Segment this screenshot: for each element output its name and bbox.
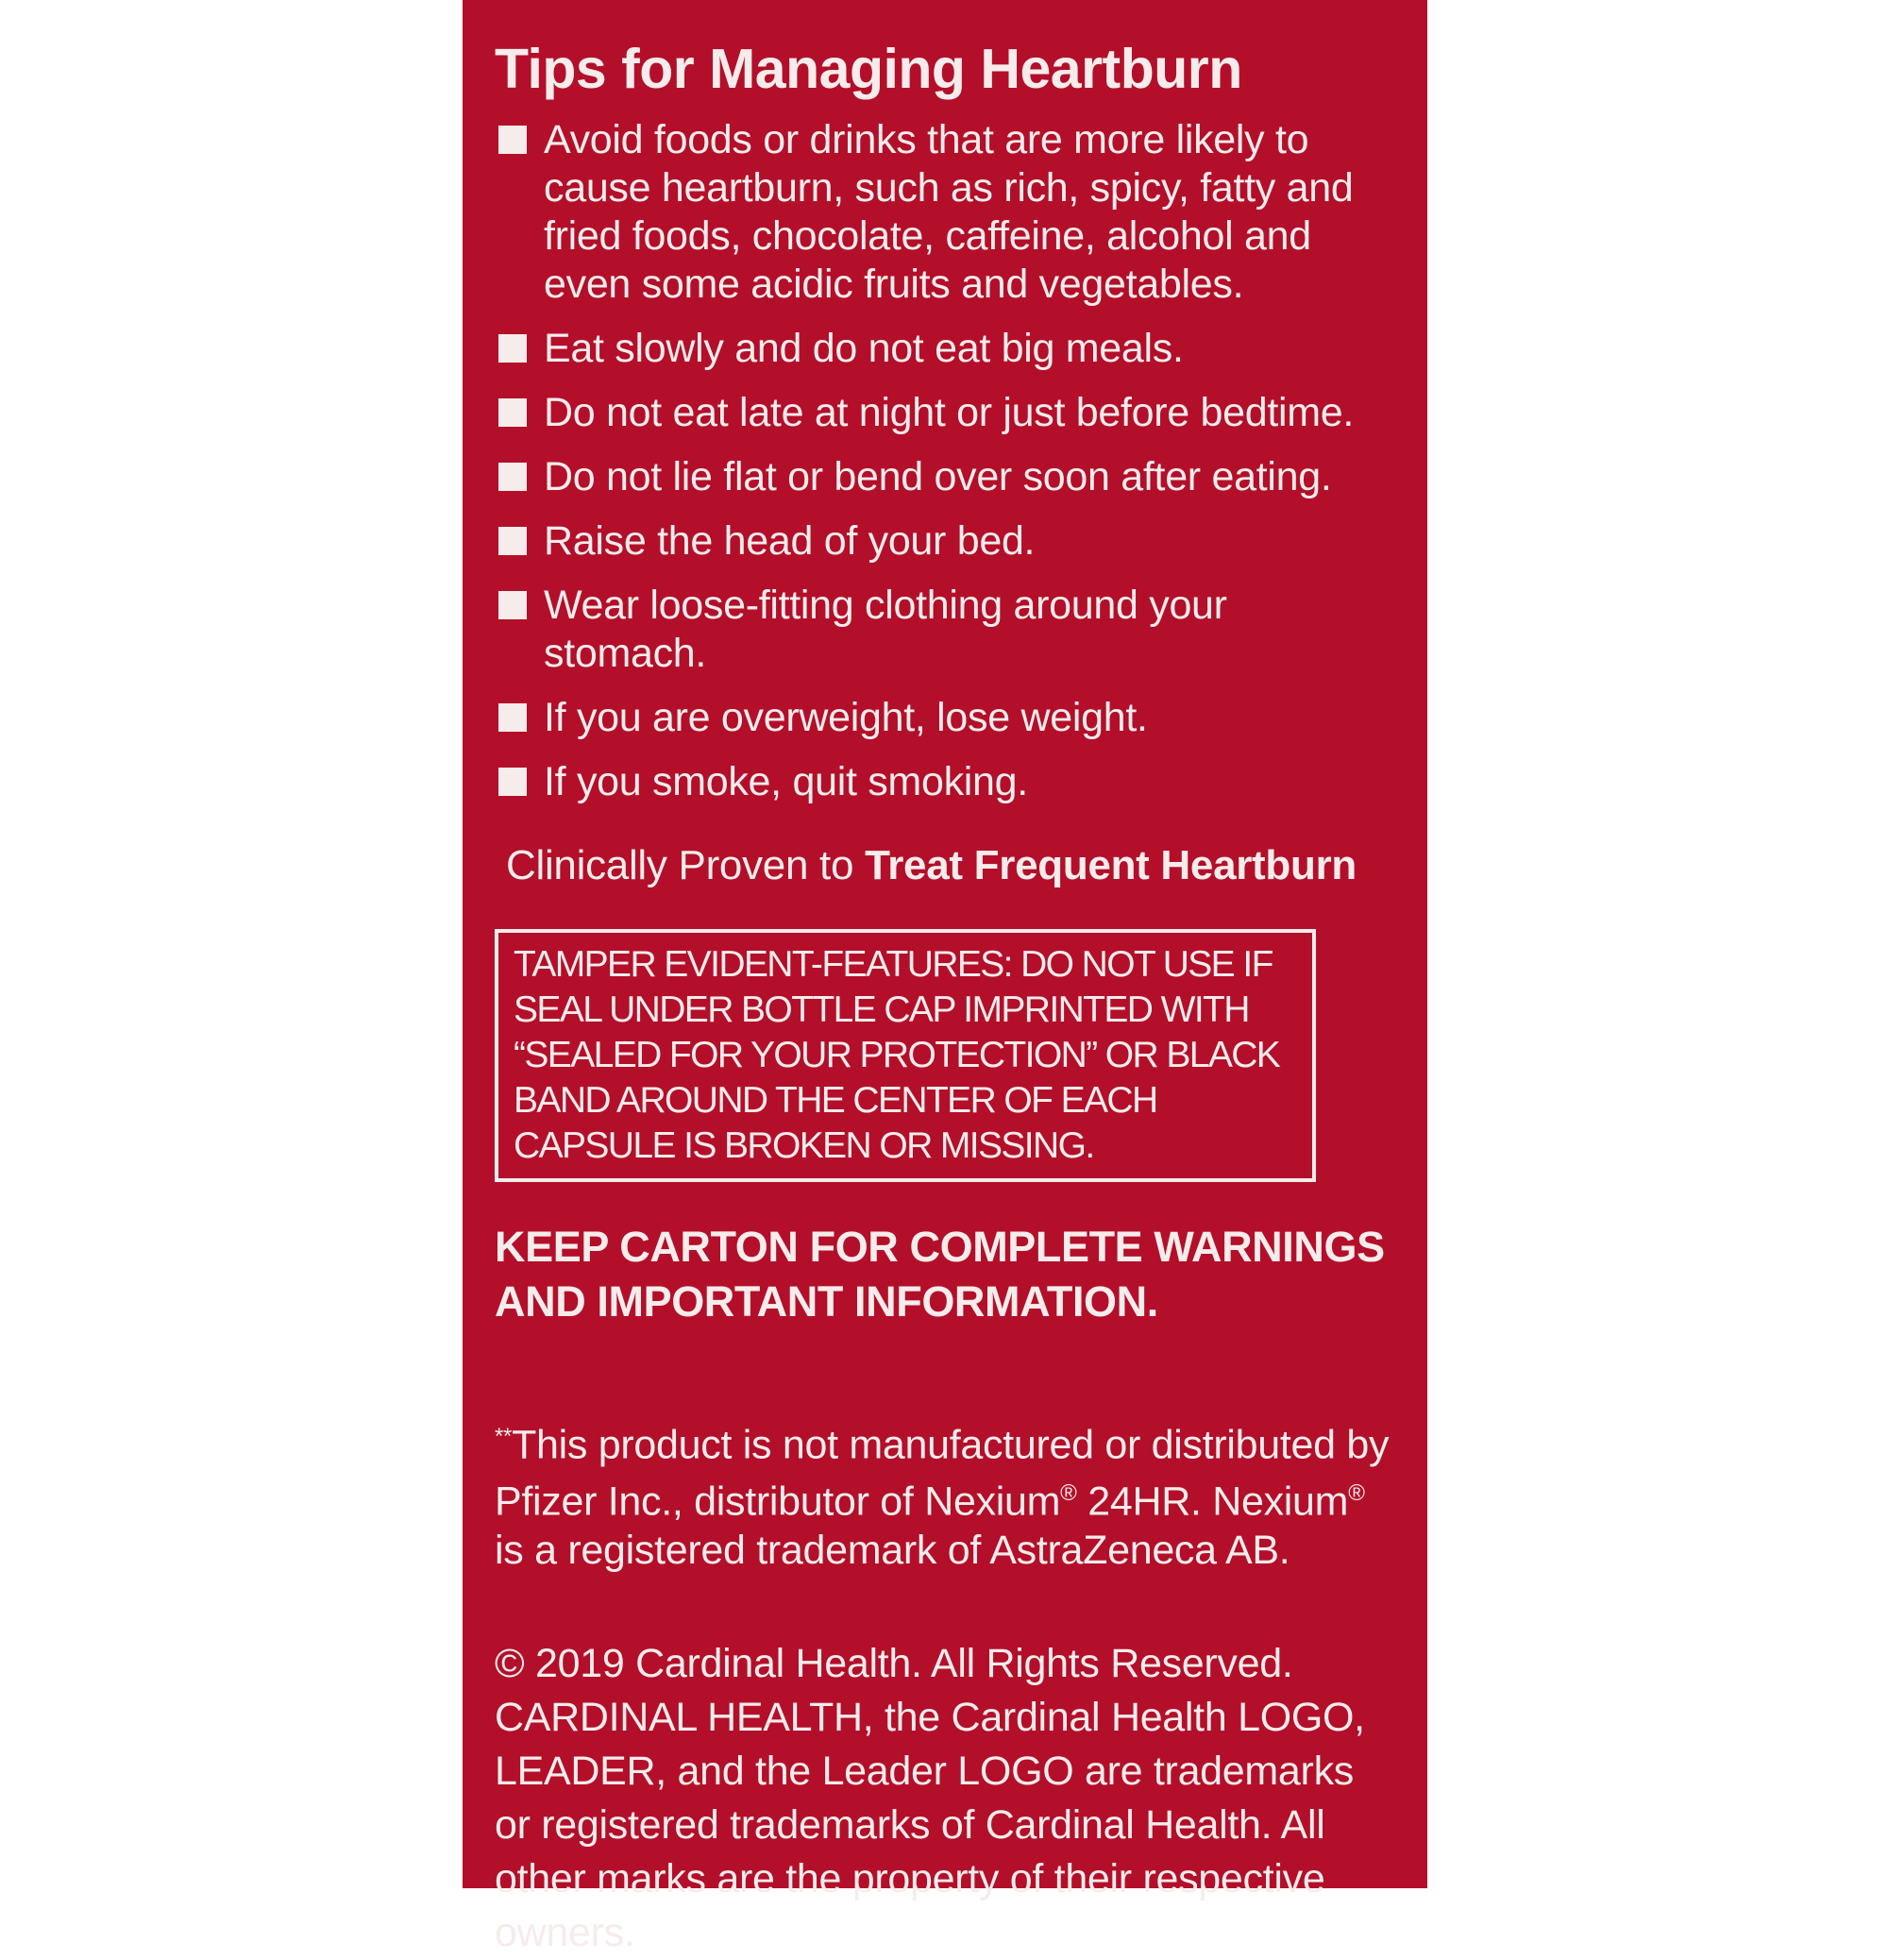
tip-text: Eat slowly and do not eat big meals.: [544, 325, 1184, 371]
label-panel: [463, 0, 1427, 1956]
tip-item: [495, 389, 1399, 437]
square-bullet-icon: [498, 398, 527, 427]
copyright-notice: © 2019 Cardinal Health. All Rights Reserved. CARDINAL HEALTH, the Cardinal Health LOGO, LEADER, and the Leader LOGO are trademarks or registered trademarks of Cardinal Health. All other marks are the property of their respective owners.: [495, 1641, 1365, 1956]
disclaimer-part1: This product is not manufactured or distributed by Pfizer Inc., distributor of Nexium: [495, 1422, 1390, 1525]
tip-text: If you smoke, quit smoking.: [544, 758, 1028, 804]
claim-highlight: Treat Frequent Heartburn: [865, 841, 1357, 888]
tip-item: [495, 116, 1399, 309]
registered-mark-icon: ®: [1348, 1480, 1365, 1507]
tip-item: [495, 758, 1399, 806]
tip-text: Do not eat late at night or just before bedtime.: [544, 389, 1355, 435]
disclaimer-part3: is a registered trademark of AstraZeneca AB.: [495, 1528, 1290, 1574]
disclaimer-part2: 24HR. Nexium: [1076, 1478, 1349, 1525]
clinical-claim: [506, 842, 1399, 889]
tips-list: [495, 116, 1399, 806]
tip-item: [495, 325, 1399, 373]
square-bullet-icon: [498, 334, 527, 363]
tip-text: Avoid foods or drinks that are more likely to cause heartburn, such as rich, spicy, fatty and fried foods, chocolate, caffeine, alcohol and even some acidic fruits and vegetables.: [544, 116, 1354, 307]
tip-text: Wear loose-fitting clothing around your stomach.: [544, 582, 1227, 676]
square-bullet-icon: [498, 527, 527, 555]
tip-item: [495, 453, 1399, 501]
square-bullet-icon: [498, 703, 527, 732]
tip-text: If you are overweight, lose weight.: [544, 694, 1148, 740]
square-bullet-icon: [498, 591, 527, 619]
tip-item: [495, 694, 1399, 742]
tip-text: Do not lie flat or bend over soon after eating.: [544, 453, 1332, 499]
tip-text: Raise the head of your bed.: [544, 517, 1036, 564]
square-bullet-icon: [498, 463, 527, 491]
tip-item: [495, 582, 1399, 678]
square-bullet-icon: [498, 126, 527, 154]
square-bullet-icon: [498, 768, 527, 796]
claim-prefix: Clinically Proven to: [506, 841, 866, 888]
tamper-evident-notice: TAMPER EVIDENT-FEATURES: DO NOT USE IF SEAL UNDER BOTTLE CAP IMPRINTED WITH “SEALED FOR YOUR PROTECTION” OR BLACK BAND AROUND THE CENTER OF EACH CAPSULE IS BROKEN OR MISSING.: [495, 929, 1316, 1182]
tips-title: Tips for Managing Heartburn: [495, 38, 1242, 100]
registered-mark-icon: ®: [1060, 1480, 1077, 1507]
trademark-disclaimer: [495, 1412, 1399, 1576]
keep-carton-warning: KEEP CARTON FOR COMPLETE WARNINGS AND IMPORTANT INFORMATION.: [495, 1222, 1385, 1326]
disclaimer-mark: **: [495, 1423, 513, 1449]
tip-item: [495, 517, 1399, 566]
